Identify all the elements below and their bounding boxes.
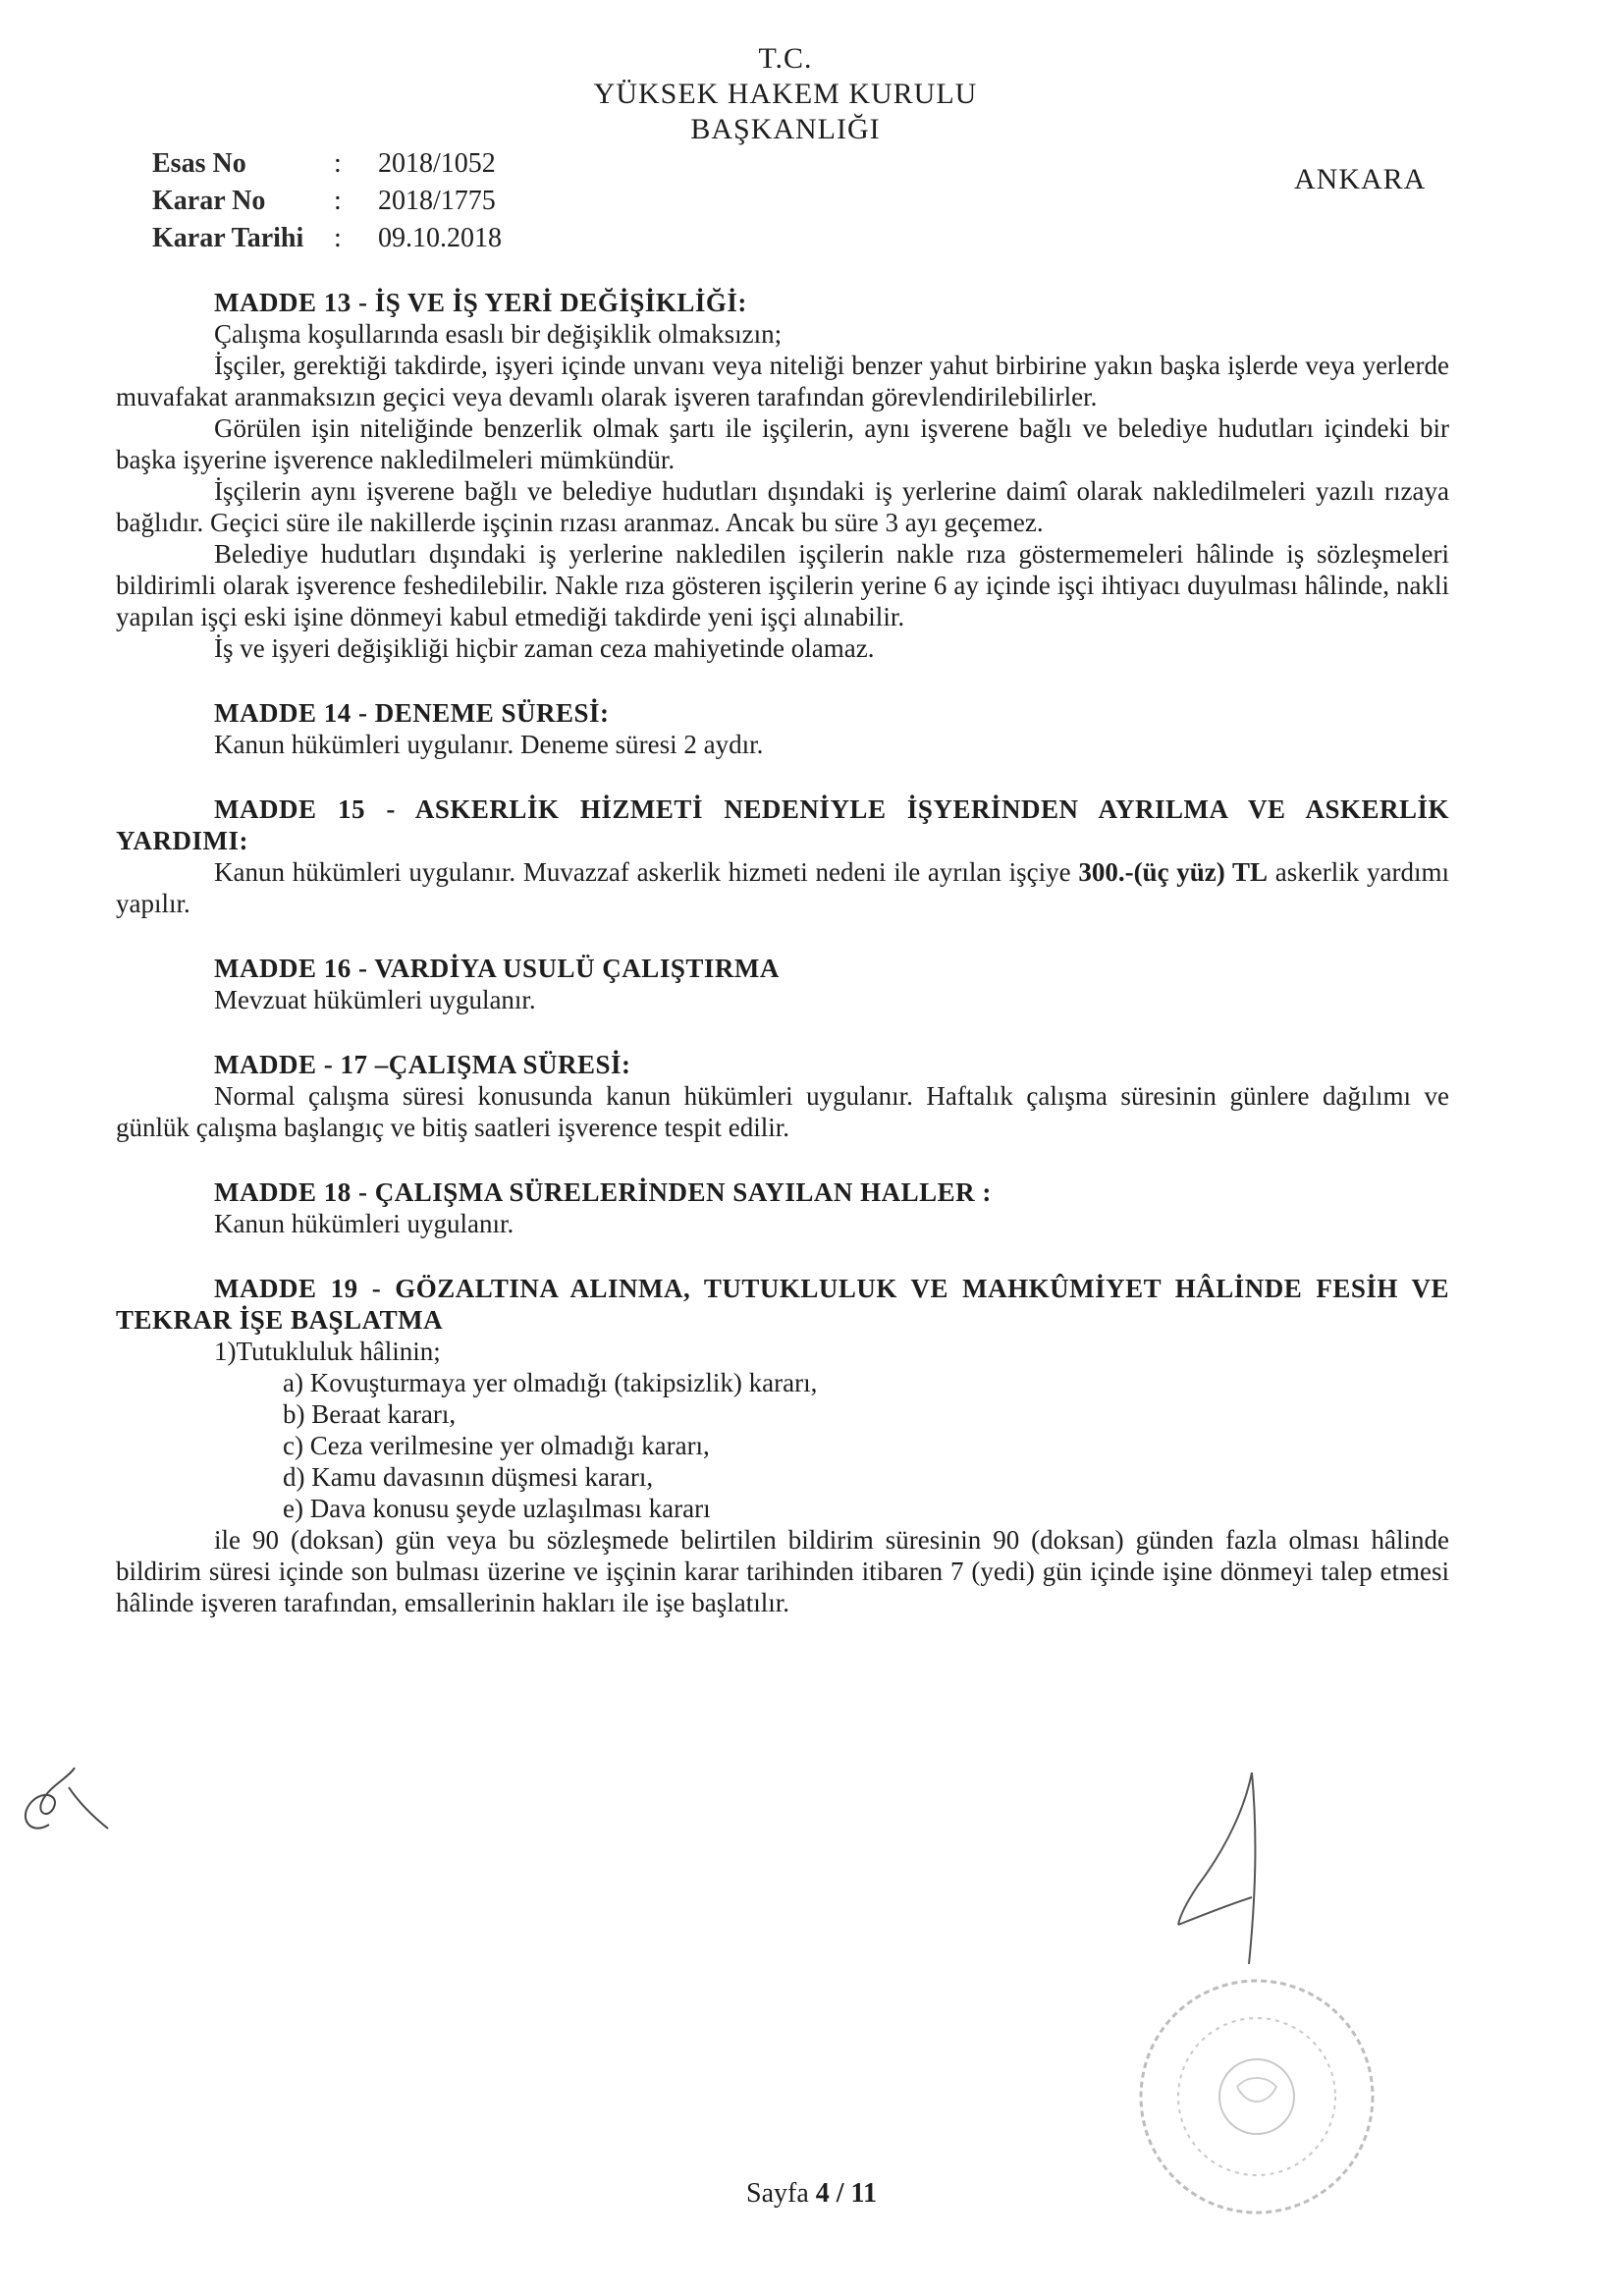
- meta-label: Karar No: [152, 186, 266, 216]
- article-17: [116, 1049, 1449, 1143]
- meta-colon: :: [334, 148, 342, 179]
- list-item: e) Dava konusu şeyde uzlaşılması kararı: [283, 1494, 711, 1523]
- article-14: [116, 697, 1449, 760]
- meta-colon: :: [334, 223, 342, 253]
- article-16: [116, 953, 1449, 1015]
- case-metadata: [152, 145, 574, 257]
- article-title: MADDE 19 - GÖZALTINA ALINMA, TUTUKLULUK VE MAHKÛMİYET HÂLİNDE FESİH VE TEKRAR İŞE BAŞLATMA: [116, 1274, 1449, 1335]
- page-label: Sayfa: [746, 2178, 816, 2209]
- article-line: İş ve işyeri değişikliği hiçbir zaman ceza mahiyetinde olamaz.: [214, 633, 875, 663]
- article-paragraph: İşçilerin aynı işverene bağlı ve belediye hudutları dışındaki iş yerlerine daimî olarak nakledilmeleri yazılı rızaya bağlıdır. Geçici süre ile nakillerde işçinin rızası aranmaz. Ancak bu süre 3 ayı geçemez.: [116, 476, 1449, 537]
- article-line: Mevzuat hükümleri uygulanır.: [214, 985, 536, 1014]
- meta-row-karar-tarihi: [152, 220, 574, 257]
- article-title: MADDE 15 - ASKERLİK HİZMETİ NEDENİYLE İŞYERİNDEN AYRILMA VE ASKERLİK YARDIMI:: [116, 794, 1449, 855]
- header-institution: YÜKSEK HAKEM KURULU: [593, 78, 978, 110]
- handwritten-initial: [10, 1748, 118, 1856]
- article-line: 1)Tutukluluk hâlinin;: [214, 1337, 441, 1366]
- meta-label: Karar Tarihi: [152, 223, 304, 253]
- article-19: [116, 1273, 1449, 1618]
- header-tc: T.C.: [758, 42, 813, 75]
- article-title: MADDE 14 - DENEME SÜRESİ:: [214, 698, 610, 728]
- list-item: a) Kovuşturmaya yer olmadığı (takipsizlik) kararı,: [283, 1368, 818, 1397]
- meta-value: 2018/1052: [378, 148, 496, 179]
- paragraph-text: askerlik yardımı yapılır.: [116, 857, 1449, 918]
- amount-text: 300.-(üç yüz) TL: [1078, 857, 1269, 887]
- article-line: Kanun hükümleri uygulanır.: [214, 1209, 514, 1238]
- article-line: Kanun hükümleri uygulanır. Deneme süresi 2 aydır.: [214, 730, 764, 759]
- meta-value: 2018/1775: [378, 186, 496, 216]
- meta-row-karar: [152, 183, 574, 220]
- article-18: [116, 1176, 1449, 1239]
- article-paragraph: [116, 856, 1449, 919]
- article-paragraph: İşçiler, gerektiği takdirde, işyeri içinde unvanı veya niteliği benzer yahut birbirine yakın başka işlerde veya yerlerde muvafakat aranmaksızın geçici veya devamlı olarak işveren tarafından görevlendirilebilirler.: [116, 351, 1449, 411]
- article-paragraph: Görülen işin niteliğinde benzerlik olmak şartı ile işçilerin, aynı işverene bağlı ve belediye hudutları içindeki bir başka işyerine işverence nakledilmeleri mümkündür.: [116, 413, 1449, 474]
- article-line: Çalışma koşullarında esaslı bir değişiklik olmaksızın;: [214, 319, 783, 349]
- meta-row-esas: [152, 145, 574, 183]
- article-title: MADDE - 17 –ÇALIŞMA SÜRESİ:: [214, 1050, 631, 1079]
- institution-header: [550, 41, 1021, 147]
- article-title: MADDE 16 - VARDİYA USULÜ ÇALIŞTIRMA: [214, 954, 780, 983]
- page-footer: [0, 2178, 1623, 2210]
- meta-colon: :: [334, 186, 342, 216]
- article-paragraph: Normal çalışma süresi konusunda kanun hükümleri uygulanır. Haftalık çalışma süresinin günlere dağılımı ve günlük çalışma başlangıç ve bitiş saatleri işverence tespit edilir.: [116, 1081, 1449, 1142]
- header-department: BAŞKANLIĞI: [690, 113, 881, 145]
- article-13: [116, 287, 1449, 664]
- document-body: [116, 287, 1449, 1618]
- meta-value: 09.10.2018: [378, 223, 502, 253]
- city-label: ANKARA: [1294, 163, 1427, 195]
- article-paragraph: Belediye hudutları dışındaki iş yerlerine nakledilen işçilerin nakle rıza göstermemeleri hâlinde iş sözleşmeleri bildirimli olarak işverence feshedilebilir. Nakle rıza gösteren işçilerin yerine 6 ay içinde işçi ihtiyacı duyulması hâlinde, nakli yapılan işçi eski işine dönmeyi kabul etmediği takdirde yeni işçi alınabilir.: [116, 539, 1449, 631]
- list-item: b) Beraat kararı,: [283, 1399, 457, 1429]
- article-paragraph: ile 90 (doksan) gün veya bu sözleşmede belirtilen bildirim süresinin 90 (doksan) günden fazla olması hâlinde bildirim süresi içinde son bulması üzerine ve işçinin karar tarihinden itibaren 7 (yedi) gün içinde işine dönmeyi talep etmesi hâlinde işveren tarafından, emsallerinin hakları ile işe başlatılır.: [116, 1525, 1449, 1617]
- article-title: MADDE 13 - İŞ VE İŞ YERİ DEĞİŞİKLİĞİ:: [214, 288, 747, 317]
- article-title: MADDE 18 - ÇALIŞMA SÜRELERİNDEN SAYILAN HALLER :: [214, 1177, 992, 1207]
- list-item: d) Kamu davasının düşmesi kararı,: [283, 1462, 654, 1492]
- list-item: c) Ceza verilmesine yer olmadığı kararı,: [283, 1431, 710, 1460]
- page-number: 4 / 11: [815, 2178, 877, 2209]
- article-15: [116, 793, 1449, 919]
- meta-label: Esas No: [152, 148, 246, 179]
- paragraph-text: Kanun hükümleri uygulanır. Muvazzaf askerlik hizmeti nedeni ile ayrılan işçiye: [214, 857, 1079, 887]
